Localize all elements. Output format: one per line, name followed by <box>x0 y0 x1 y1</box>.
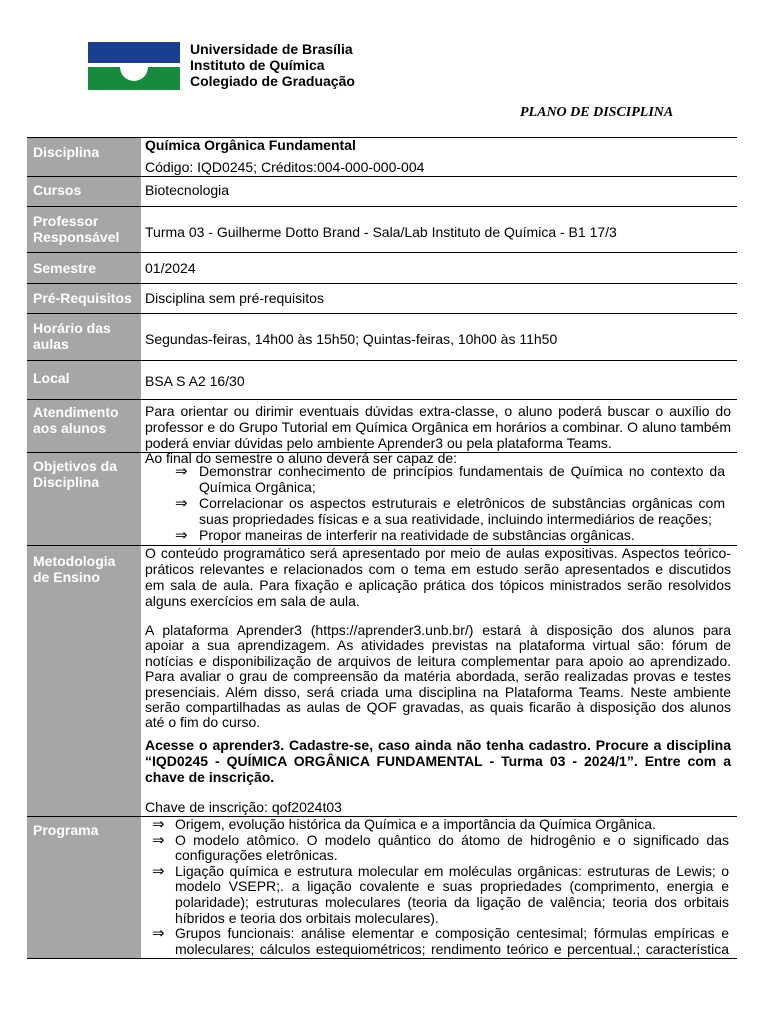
text-line: Local <box>33 370 70 386</box>
text-line: Demonstrar conhecimento de princípios fundamentais de Química no contexto da <box>199 463 725 479</box>
text-line: Semestre <box>33 260 97 276</box>
row-local <box>27 360 737 399</box>
objetivos-intro: Ao final do semestre o aluno deverá ser capaz de: <box>145 450 458 466</box>
list-item-text <box>199 527 725 543</box>
text-line: de Ensino <box>33 569 100 585</box>
label-cell <box>27 817 141 958</box>
text-line: Disciplina <box>33 144 100 160</box>
text-line: Para avaliar o grau de compreensão da matéria abordada, serão realizadas provas e testes <box>145 668 731 685</box>
text-line: “IQD0245 - QUÍMICA ORGÂNICA FUNDAMENTAL - Turma 03 - 2024/1”. Entre com a <box>145 753 731 769</box>
row-metodologia <box>27 545 737 816</box>
list-item <box>152 861 731 926</box>
metodologia-paragraph-2 <box>145 623 731 731</box>
double-arrow-bullet-icon: ⇒ <box>175 526 188 544</box>
atendimento-text <box>145 403 731 451</box>
list-item-text <box>175 817 729 833</box>
list-item <box>152 926 731 957</box>
text-line: Ligação química e estrutura molecular em moléculas orgânicas: estruturas de Lewis; o <box>175 862 729 879</box>
metodologia-highlight <box>145 737 731 785</box>
text-line: O modelo atômico. O modelo quântico do átomo de hidrogênio e o significado das <box>175 831 729 848</box>
row-horario <box>27 313 737 360</box>
text-line: suas propriedades físicas e a sua reatividade, incluindo intermediários de reações; <box>199 511 712 527</box>
text-line: A plataforma Aprender3 (https://aprender3.unb.br/) estará à disposição dos alunos para <box>145 622 731 638</box>
row-programa <box>27 816 737 959</box>
text-line: Origem, evolução histórica da Química e a importância da Química Orgânica. <box>175 816 656 832</box>
label-cursos <box>33 182 81 198</box>
label-local <box>33 370 70 386</box>
local-value: BSA S A2 16/30 <box>145 373 245 389</box>
text-line: Cursos <box>33 182 82 198</box>
text-line: professor e do Grupo Tutorial em Química Orgânica em horários a combinar. O aluno também <box>145 419 731 435</box>
text-line: configurações eletrônicas. <box>175 847 338 864</box>
list-item <box>175 495 731 527</box>
list-item <box>175 527 731 543</box>
text-line: práticos relevantes e relacionados com o tema em estudo serão apresentados e discutidos <box>145 561 731 577</box>
row-objetivos <box>27 452 737 545</box>
objetivos-list <box>175 463 731 543</box>
text-line: poderá enviar dúvidas pelo ambiente Aprender3 ou pela plataforma Teams. <box>145 435 612 451</box>
label-disciplina <box>33 144 99 160</box>
label-metodologia <box>33 553 115 585</box>
list-item <box>175 463 731 495</box>
institution-block <box>190 41 355 89</box>
objetivos-content <box>145 450 731 546</box>
cursos-value: Biotecnologia <box>145 182 230 198</box>
horario-value: Segundas-feiras, 14h00 às 15h50; Quintas-feiras, 10h00 às 11h50 <box>145 331 558 347</box>
text-line: Química Orgânica; <box>199 479 316 495</box>
list-item-text <box>199 463 725 495</box>
label-professor <box>33 213 119 245</box>
label-cell <box>27 400 141 452</box>
list-item-text <box>175 926 729 957</box>
course-name: Química Orgânica Fundamental <box>145 137 356 153</box>
double-arrow-bullet-icon: ⇒ <box>152 815 165 833</box>
text-line: Pré-Requisitos <box>33 290 132 306</box>
label-objetivos <box>33 458 117 490</box>
text-line: Responsável <box>33 229 120 245</box>
list-item-text <box>199 495 725 527</box>
text-line: Disciplina <box>33 474 100 490</box>
enrollment-key: Chave de inscrição: qof2024t03 <box>145 799 342 815</box>
row-semestre <box>27 252 737 283</box>
text-line: Professor <box>33 213 99 229</box>
text-line: presenciais. Além disso, será criada uma disciplina na Plataforma Teams. Neste ambiente <box>145 683 731 700</box>
row-cursos <box>27 176 737 206</box>
text-line: Acesse o aprender3. Cadastre-se, caso ainda não tenha cadastro. Procure a disciplina <box>145 737 731 753</box>
text-line: apoiar a sua aprendizagem. As atividades previstas na plataforma virtual são: fórum de <box>145 637 731 654</box>
text-line: Grupos funcionais: análise elementar e composição centesimal; fórmulas empíricas e <box>175 925 729 942</box>
text-line: até o fim do curso. <box>145 714 261 731</box>
text-line: polaridade); estruturas moleculares (teoria da ligação de valência; teoria dos orbitais <box>175 893 729 910</box>
text-line: Metodologia <box>33 553 116 569</box>
prerequisitos-value: Disciplina sem pré-requisitos <box>145 290 324 306</box>
course-code: Código: IQD0245; Créditos:004-000-000-004 <box>145 159 425 175</box>
logo-blue-block <box>88 42 180 63</box>
row-prerequisitos <box>27 283 737 313</box>
text-line: Correlacionar os aspectos estruturais e eletrônicos de substâncias orgânicas com <box>199 495 725 511</box>
label-cell <box>27 138 141 176</box>
double-arrow-bullet-icon: ⇒ <box>152 861 165 880</box>
row-disciplina <box>27 137 737 176</box>
label-cell <box>27 361 141 399</box>
text-line: serão compartilhadas as aulas de QOF gravadas, as quais ficarão à disposição dos alunos <box>145 698 731 715</box>
list-item <box>152 830 731 864</box>
metodologia-paragraph-1 <box>145 545 731 609</box>
university-name: Universidade de Brasília <box>190 41 353 57</box>
label-cell <box>27 177 141 206</box>
semestre-value: 01/2024 <box>145 260 196 276</box>
text-line: aos alunos <box>33 420 107 436</box>
row-professor <box>27 206 737 252</box>
label-atendimento <box>33 404 119 436</box>
double-arrow-bullet-icon: ⇒ <box>152 830 165 849</box>
label-cell <box>27 453 141 545</box>
unb-logo <box>88 42 180 90</box>
list-item-text <box>175 864 729 926</box>
text-line: chave de inscrição. <box>145 769 275 785</box>
text-line: Programa <box>33 822 99 838</box>
text-line: Objetivos da <box>33 458 118 474</box>
text-line: notícias e disponibilização de arquivos de leitura complementar para apoio ao aprendizado. <box>145 652 731 669</box>
list-item-text <box>175 833 729 864</box>
text-line: Propor maneiras de interferir na reatividade de substâncias orgânicas. <box>199 527 635 543</box>
double-arrow-bullet-icon: ⇒ <box>175 494 188 512</box>
text-line: em sala de aula. Para fixação e aplicação prática dos tópicos ministrados serão resolvidos <box>145 577 731 593</box>
label-cell <box>27 207 141 252</box>
list-item <box>152 817 731 833</box>
label-cell <box>27 546 141 816</box>
text-line: Para orientar ou dirimir eventuais dúvidas extra-classe, o aluno poderá buscar o auxílio do <box>145 403 731 419</box>
label-programa <box>33 822 98 838</box>
professor-value: Turma 03 - Guilherme Dotto Brand - Sala/Lab Instituto de Química - B1 17/3 <box>145 224 617 240</box>
text-line: O conteúdo programático será apresentado por meio de aulas expositivas. Aspectos teórico- <box>145 545 731 561</box>
text-line: Atendimento <box>33 404 119 420</box>
text-line: híbridos e teoria dos orbitais moleculares). <box>175 909 439 926</box>
text-line: aulas <box>33 336 69 352</box>
document-title: PLANO DE DISCIPLINA <box>520 105 674 120</box>
text-line: modelo VSEPR;. a ligação covalente e suas propriedades (comprimento, energia e <box>175 878 729 895</box>
text-line: Horário das <box>33 320 111 336</box>
text-line: moleculares; cálculos estequiométricos; rendimento teórico e percentual.; característica <box>175 940 729 957</box>
institute-name: Instituto de Química <box>190 57 325 73</box>
label-cell <box>27 253 141 283</box>
label-horario <box>33 320 111 352</box>
double-arrow-bullet-icon: ⇒ <box>152 924 165 943</box>
text-line: alguns exercícios em sala de aula. <box>145 593 360 609</box>
label-cell <box>27 284 141 313</box>
row-atendimento <box>27 399 737 452</box>
label-semestre <box>33 260 96 276</box>
label-prerequisitos <box>33 290 132 306</box>
label-cell <box>27 314 141 360</box>
colegiado-name: Colegiado de Graduação <box>190 73 355 89</box>
programa-list <box>152 817 731 957</box>
double-arrow-bullet-icon: ⇒ <box>175 462 188 480</box>
